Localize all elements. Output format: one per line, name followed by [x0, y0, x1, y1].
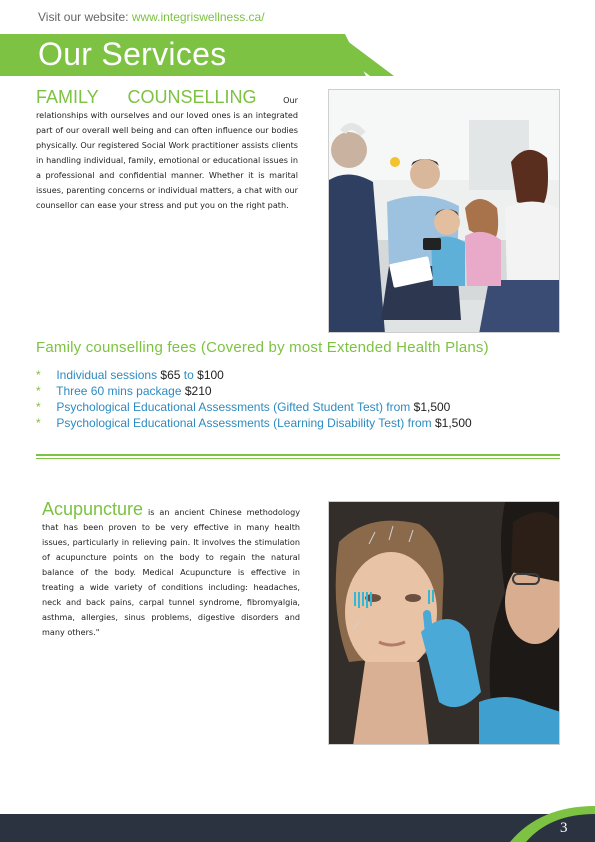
list-item: [36, 383, 472, 399]
family-counselling-section: [36, 88, 298, 213]
acupuncture-photo: [328, 501, 560, 745]
section-divider: [36, 454, 560, 456]
website-line: [38, 10, 265, 24]
fee-price-from: $65: [160, 368, 181, 382]
fee-price: $1,500: [434, 416, 472, 430]
fees-title: Family counselling fees (Covered by most Extended Health Plans): [36, 339, 489, 356]
bullet-star: *: [36, 384, 41, 398]
page-number: 3: [560, 820, 568, 836]
acupuncture-section: [42, 500, 300, 640]
website-link[interactable]: www.integriswellness.ca/: [131, 10, 265, 24]
bullet-star: *: [36, 368, 41, 382]
fee-price-to: $100: [197, 368, 224, 382]
list-item: [36, 367, 472, 383]
acupuncture-heading: Acupuncture: [42, 499, 144, 519]
fee-price: $210: [184, 384, 212, 398]
family-counselling-photo: [328, 89, 560, 333]
fee-label: Psychological Educational Assessments (Learning Disability Test) from: [56, 416, 432, 430]
list-item: [36, 415, 472, 431]
fee-label: Psychological Educational Assessments (Gifted Student Test) from: [56, 400, 411, 414]
family-counselling-heading: FAMILY COUNSELLING: [36, 87, 257, 107]
acupuncture-body: is an ancient Chinese methodology that has been proven to be very effective in many health issues, particularly in relieving pain. It involves the stimulation of acupuncture points on the body to regain the natural balance of the body. Medical Acupuncture is effective in treating a wide variety of conditions including: headaches, neck and back pains, carpal tunnel syndrome, fibromyalgia, asthma, allergies, sinus problems, digestive disorders and many others.": [42, 507, 301, 637]
family-counselling-body: Our relationships with ourselves and our loved ones is an integrated part of our overall well being and can often influence our bodies physically. Our registered Social Work practitioner assists clients in handling individual, family, emotional or educational issues in a professional and confidential manner. Whether it is marital issues, parenting concerns or individual matters, a chat with our counsellor can ease your stress and put you on the right path.: [36, 95, 298, 210]
fee-label: Individual sessions: [56, 368, 158, 382]
fee-price: $1,500: [413, 400, 451, 414]
list-item: [36, 399, 472, 415]
footer-swoosh: [500, 800, 595, 842]
bullet-star: *: [36, 416, 41, 430]
fee-label: Three 60 mins package: [56, 384, 182, 398]
section-divider-thin: [36, 458, 560, 459]
fees-list: [36, 367, 472, 431]
bullet-star: *: [36, 400, 41, 414]
page-title: Our Services: [38, 36, 227, 72]
fee-connector: to: [183, 368, 194, 382]
website-label: Visit our website:: [38, 10, 129, 24]
